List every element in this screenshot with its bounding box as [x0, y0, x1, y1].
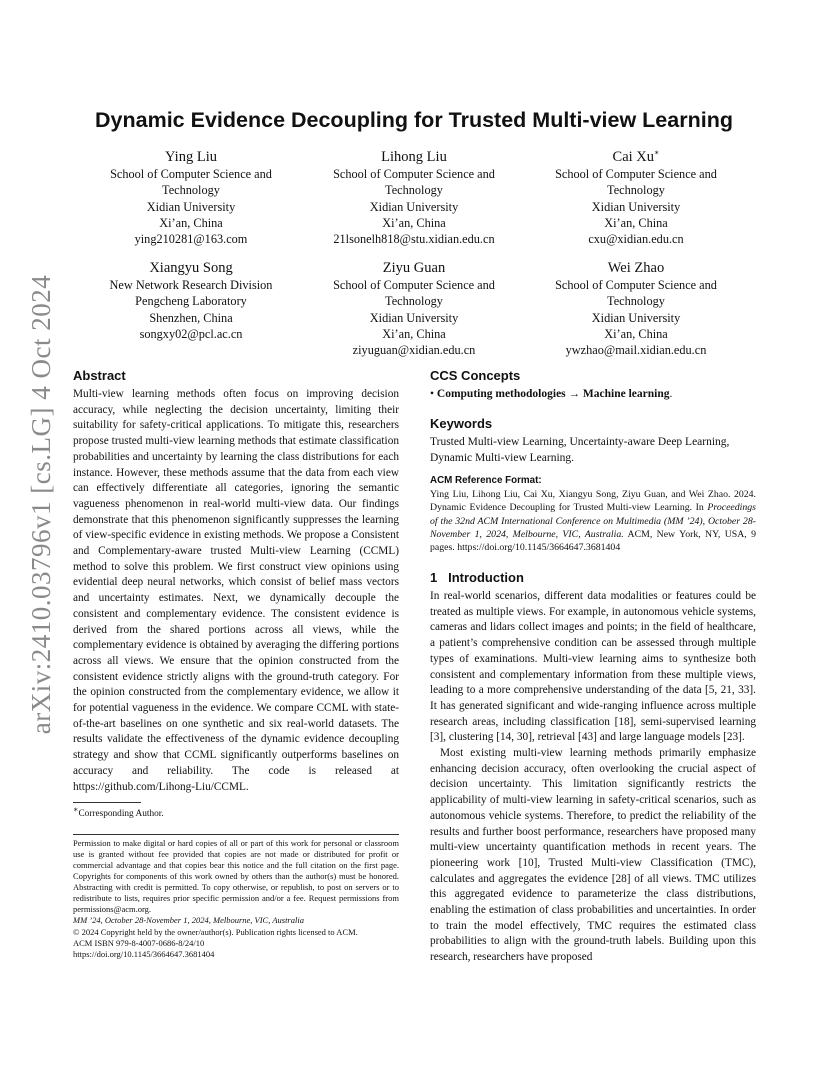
- reference-heading: ACM Reference Format:: [430, 475, 542, 486]
- arxiv-stamp: [22, 274, 62, 734]
- footnote-rule: [73, 802, 141, 803]
- ccs-end: .: [669, 388, 673, 400]
- author-block: [76, 259, 306, 342]
- intro-heading: 1 Introduction: [430, 570, 524, 585]
- author-email: ying210281@163.com: [134, 232, 248, 247]
- author-affiliation: New Network Research Division: [109, 278, 273, 292]
- author-block: [299, 259, 529, 358]
- isbn-line: ACM ISBN 979-8-4007-0686-8/24/10: [73, 938, 205, 948]
- permission-block: [73, 838, 399, 960]
- author-affiliation: Pengcheng Laboratory: [135, 294, 247, 309]
- ccs-concept: Computing methodologies: [436, 388, 566, 400]
- author-affiliation: School of Computer Science and: [110, 167, 272, 181]
- footnote: [73, 804, 399, 820]
- paper-title: Dynamic Evidence Decoupling for Trusted Multi-view Learning: [95, 108, 733, 132]
- author-affiliation: Xidian University: [369, 310, 459, 325]
- author-affiliation: Xi’an, China: [382, 215, 446, 230]
- intro-paragraph: Most existing multi-view learning methods primarily emphasize enhancing decision accuracy, often overlooking the crucial aspect of decision uncertainty. This limitation significantly restricts the applicability of multi-view learning in safety-critical scenarios, such as autonomous vehicle systems. Therefore, to predict the reliability of the results and further boost performance, researchers have proposed many multi-view uncertainty quantification methods in recent years. The pioneering work [10], Trusted Multi-view Classification (TMC), calculates and aggregates the evidence [28] of all views. TMC utilizes this aggregated evidence to parameterize the class distributions, enabling the estimation of class probabilities and uncertainties. In order to train the model effectively, TMC requires the estimated class probabilities to align with the ground-truth labels. Building upon this research, researchers have proposed: [430, 747, 756, 964]
- author-affiliation: School of Computer Science and: [555, 278, 717, 292]
- author-name: Cai Xu∗: [612, 148, 660, 165]
- ccs-concepts: [430, 387, 756, 403]
- author-affiliation: Xidian University: [369, 199, 459, 214]
- author-affiliation: School of Computer Science and: [555, 167, 717, 181]
- ccs-arrow: →: [568, 388, 581, 400]
- author-email: 21lsonelh818@stu.xidian.edu.cn: [333, 232, 495, 247]
- author-affiliation: Technology: [607, 183, 665, 198]
- keywords-heading: Keywords: [430, 416, 493, 431]
- author-email: songxy02@pcl.ac.cn: [139, 326, 243, 341]
- author-affiliation: Technology: [385, 183, 443, 198]
- permission-text: Permission to make digital or hard copies of all or part of this work for personal or classroom use is granted without fee provided that copies are not made or distributed for profit or commercial advantage and that copies bear this notice and the full citation on the first page. Copyrights for components of this work owned by others than the author(s) must be honored. Abstracting with credit is permitted. To copy otherwise, or republish, to post on servers or to redistribute to lists, requires prior specific permission and/or a fee. Request permissions from permissions@acm.org.: [73, 838, 399, 914]
- reference-text: Ying Liu, Lihong Liu, Cai Xu, Xiangyu Song, Ziyu Guan, and Wei Zhao. 2024. Dynamic Evidence Decoupling for Trusted Multi-view Learning. In Proceedings of the 32nd ACM International Conference on Multimedia (MM ’24), October 28-November 1, 2024, Melbourne, VIC, Australia. ACM, New York, NY, USA, 9 pages. https://doi.org/10.1145/3664647.3681404: [430, 489, 756, 554]
- author-block: [521, 259, 751, 358]
- author-affiliation: Xi’an, China: [382, 326, 446, 341]
- author-block: [76, 148, 306, 247]
- author-name: Ying Liu: [165, 149, 217, 165]
- author-affiliation: Shenzhen, China: [149, 310, 233, 325]
- author-block: [521, 148, 751, 247]
- author-affiliation: Technology: [385, 294, 443, 309]
- ccs-section: [430, 368, 756, 403]
- author-affiliation: Xidian University: [591, 310, 681, 325]
- ccs-bullet: •: [430, 388, 435, 400]
- author-name: Xiangyu Song: [149, 260, 233, 276]
- author-affiliation: Xi’an, China: [604, 326, 668, 341]
- author-affiliation: Xidian University: [591, 199, 681, 214]
- author-affiliation: School of Computer Science and: [333, 167, 495, 181]
- author-block: [299, 148, 529, 247]
- keywords-section: [430, 416, 756, 466]
- doi-line: https://doi.org/10.1145/3664647.3681404: [73, 949, 215, 959]
- arxiv-id: arXiv:2410.03796v1 [cs.LG] 4 Oct 2024: [26, 274, 57, 734]
- author-affiliation: Technology: [162, 183, 220, 198]
- author-affiliation: Xi’an, China: [159, 215, 223, 230]
- footnote-mark: ∗: [73, 804, 79, 814]
- introduction-section: [430, 570, 756, 966]
- author-affiliation: Xi’an, China: [604, 215, 668, 230]
- abstract-section: [73, 368, 399, 795]
- author-affiliation: School of Computer Science and: [333, 278, 495, 292]
- author-affiliation: Technology: [607, 294, 665, 309]
- ccs-heading: CCS Concepts: [430, 368, 521, 383]
- intro-paragraph: In real-world scenarios, different data modalities or features could be treated as multiple views. For example, in autonomous vehicle systems, cameras and lidars collect images and points; in the field of healthcare, a patient’s comprehensive condition can be assessed through multiple types of examinations. Multi-view learning aims to synthesize both consistent and complementary information from these multiple views, leading to a more comprehensive understanding of the data [5, 21, 33]. It has generated significant and wide-ranging influence across multiple research areas, including classification [18], semi-supervised learning [3], clustering [14, 30], retrieval [43] and large language models [23].: [430, 590, 756, 744]
- author-email: cxu@xidian.edu.cn: [588, 232, 684, 247]
- keywords-text: Trusted Multi-view Learning, Uncertainty-aware Deep Learning, Dynamic Multi-view Learning.: [430, 436, 730, 464]
- author-name: Wei Zhao: [607, 260, 665, 276]
- footnote-text: Corresponding Author.: [78, 809, 164, 819]
- copyright-line: © 2024 Copyright held by the owner/author(s). Publication rights licensed to ACM.: [73, 927, 358, 937]
- author-email: ziyuguan@xidian.edu.cn: [352, 343, 476, 358]
- venue-line: MM ’24, October 28-November 1, 2024, Melbourne, VIC, Australia: [73, 915, 304, 925]
- author-name: Ziyu Guan: [382, 260, 446, 276]
- corresponding-mark: ∗: [654, 148, 660, 158]
- abstract-text: Multi-view learning methods often focus on improving decision accuracy, while neglecting the decision uncertainty, limiting their suitability for safety-critical applications. To mitigate this, researchers propose trusted multi-view learning methods that estimate classification probabilities and uncertainty by learning the class distributions for each instance. However, these methods assume that the data from each view can effectively differentiate all categories, ignoring the semantic vagueness phenomenon in real-world multi-view data. Our findings demonstrate that this phenomenon significantly suppresses the learning of view-specific evidence in existing methods. We propose a Consistent and Complementary-aware trusted Multi-view Learning (CCML) method to solve this problem. We first construct view opinions using evidential deep neural networks, which consist of belief mass vectors and uncertainty estimates. Next, we dynamically decouple the consistent and complementary evidence. The consistent evidence is derived from the shared portions across all views, while the complementary evidence is obtained by averaging the differing portions across all views. We ensure that the opinion constructed from the consistent evidence strictly aligns with the ground-truth category. For the opinion constructed from the complementary evidence, we allow it for potential vagueness in the evidence. We compare CCML with state-of-the-art baselines on one synthetic and six real-world datasets. The results validate the effectiveness of the dynamic evidence decoupling strategy and show that CCML significantly outperforms baselines on accuracy and reliability. The code is released at https://github.com/Lihong-Liu/CCML.: [73, 388, 399, 793]
- author-affiliation: Xidian University: [146, 199, 236, 214]
- author-name: Lihong Liu: [381, 149, 447, 165]
- author-email: ywzhao@mail.xidian.edu.cn: [565, 343, 707, 358]
- abstract-heading: Abstract: [73, 368, 126, 383]
- reference-section: [430, 475, 756, 554]
- ccs-sub: Machine learning: [582, 388, 670, 400]
- permission-rule: [73, 834, 399, 835]
